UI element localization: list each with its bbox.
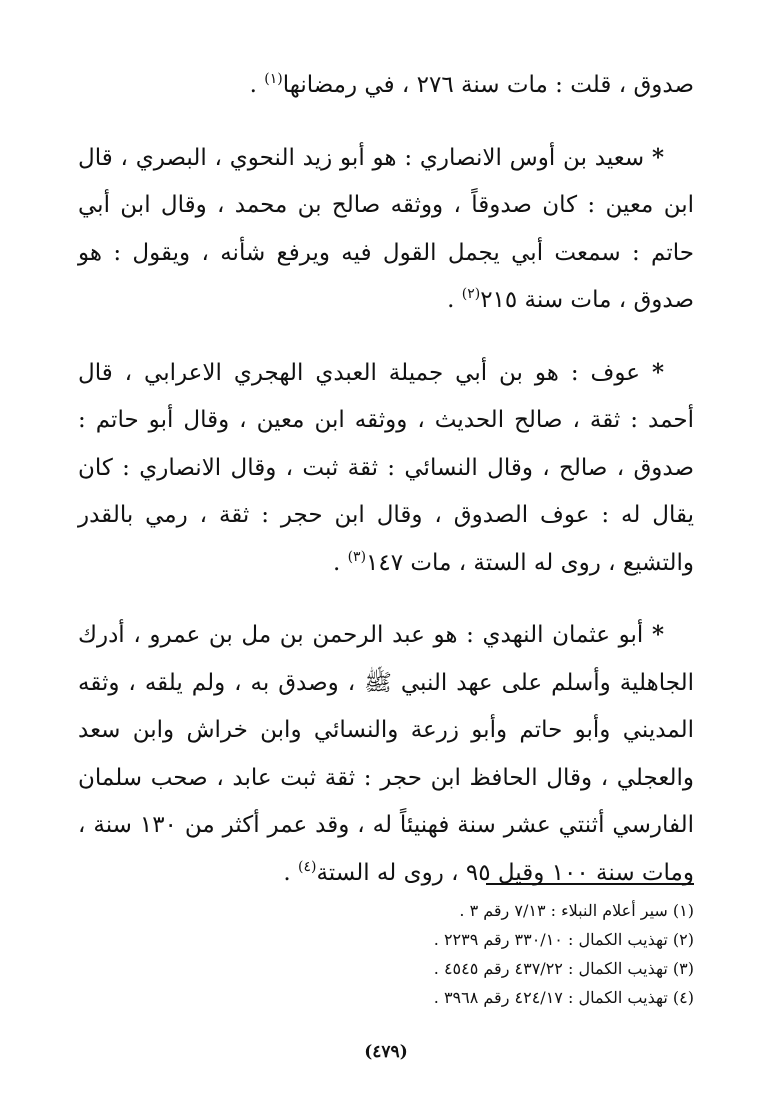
footnote-2: (٢) تهذيب الكمال : ٣٣٠/١٠ رقم ٢٢٣٩ . xyxy=(433,930,694,949)
footnote-ref-1: (١) xyxy=(264,71,283,87)
footnote-1: (١) سير أعلام النبلاء : ٧/١٣ رقم ٣ . xyxy=(459,901,694,920)
paragraph-2 xyxy=(78,134,694,325)
paragraph-gap xyxy=(78,587,694,611)
footnote-ref-4: (٤) xyxy=(297,858,317,875)
paragraph-4-text: أبو عثمان النهدي : هو عبد الرحمن بن مل بن عمرو ، أدرك الجاهلية وأسلم على عهد النبي ﷺ ، وصدق به ، ولم يلقه ، وثقه المديني وأبو حاتم وأبو زرعة والنسائي وابن خراش وابن سعد والعجلي ، وقال الحافظ ابن حجر : ثقة ثبت عابد ، صحب سلمان الفارسي أثنتي عشر سنة فهنيئاً له ، وقد عمر أكثر من ١٣٠ سنة ، ومات سنة ١٠٠ وقيل ٩٥ ، روى له الستة xyxy=(78,622,694,886)
footnote-ref-2: (٢) xyxy=(461,286,481,302)
paragraph-1 xyxy=(78,62,694,110)
paragraph-3-text: عوف : هو بن أبي جميلة العبدي الهجري الاعرابي ، قال أحمد : ثقة ، صالح الحديث ، ووثقه ابن معين ، وقال أبو حاتم : صدوق ، صالح ، وقال النسائي : ثقة ثبت ، وقال الانصاري : كان يقال له : عوف الصدوق ، وقال ابن حجر : ثقة ، رمي بالقدر والتشيع ، روى له الستة ، مات ١٤٧ xyxy=(78,359,694,576)
paragraph-gap xyxy=(78,110,694,134)
asterisk-bullet-icon: * xyxy=(651,621,664,648)
asterisk-bullet-icon: * xyxy=(651,358,664,386)
paragraph-3 xyxy=(78,349,694,588)
footnote-4: (٤) تهذيب الكمال : ٤٢٤/١٧ رقم ٣٩٦٨ . xyxy=(433,988,694,1007)
asterisk-bullet-icon: * xyxy=(651,143,665,171)
paragraph-gap xyxy=(78,325,694,349)
paragraph-1-end: . xyxy=(249,72,265,98)
paragraph-3-end: . xyxy=(332,549,348,576)
footnote-separator xyxy=(486,883,694,885)
paragraph-2-end: . xyxy=(447,287,462,313)
main-text xyxy=(78,62,694,897)
footnotes xyxy=(78,896,694,1012)
footnote-3: (٣) تهذيب الكمال : ٤٣٧/٢٢ رقم ٤٥٤٥ . xyxy=(433,959,694,978)
footnote-ref-3: (٣) xyxy=(347,548,367,565)
paragraph-4-end: . xyxy=(283,859,298,886)
paragraph-1-text: صدوق ، قلت : مات سنة ٢٧٦ ، في رمضانها xyxy=(282,72,694,98)
page-number: (٤٧٩) xyxy=(364,1042,408,1062)
paragraph-2-text: سعيد بن أوس الانصاري : هو أبو زيد النحوي ، البصري ، قال ابن معين : كان صدوقاً ، ووثقه صالح بن محمد ، وقال ابن أبي حاتم : سمعت أبي يجمل القول فيه ويرفع شأنه ، ويقول : هو صدوق ، مات سنة ٢١٥ xyxy=(78,144,694,313)
paragraph-4 xyxy=(78,611,694,897)
